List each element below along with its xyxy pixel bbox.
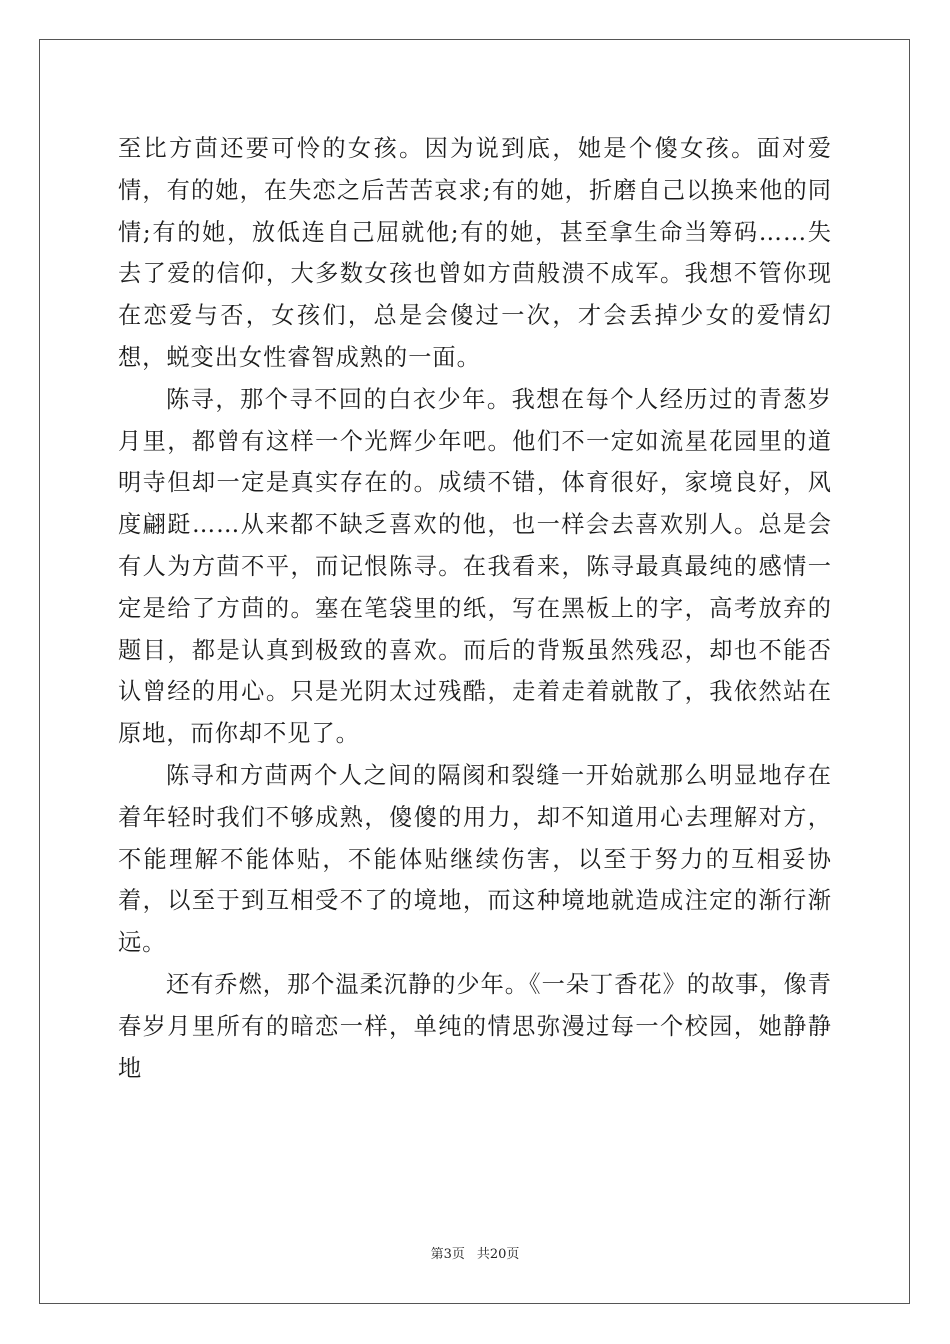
body-text [118,128,832,1089]
paragraph-chen-xun: 陈寻，那个寻不回的白衣少年。我想在每个人经历过的青葱岁月里，都曾有这样一个光辉少年吧。他们不一定如流星花园里的道明寺但却一定是真实存在的。成绩不错，体育很好，家境良好，风度翩跹……从来都不缺乏喜欢的他，也一样会去喜欢别人。总是会有人为方茴不平，而记恨陈寻。在我看来，陈寻最真最纯的感情一定是给了方茴的。塞在笔袋里的纸，写在黑板上的字，高考放弃的题目，都是认真到极致的喜欢。而后的背叛虽然残忍，却也不能否认曾经的用心。只是光阴太过残酷，走着走着就散了，我依然站在原地，而你却不见了。 [118,385,832,748]
paragraph-gap-between: 陈寻和方茴两个人之间的隔阂和裂缝一开始就那么明显地存在着年轻时我们不够成熟，傻傻的用力，却不知道用心去理解对方，不能理解不能体贴，不能体贴继续伤害，以至于努力的互相妥协着，以至于到互相受不了的境地，而这种境地就造成注定的渐行渐远。 [118,761,832,957]
page-footer [0,1245,950,1265]
page-total: 共20页 [476,1247,520,1262]
paragraph-continued: 至比方茴还要可怜的女孩。因为说到底，她是个傻女孩。面对爱情，有的她，在失恋之后苦苦哀求;有的她，折磨自己以换来他的同情;有的她，放低连自己屈就他;有的她，甚至拿生命当筹码……失去了爱的信仰，大多数女孩也曾如方茴般溃不成军。我想不管你现在恋爱与否，女孩们，总是会傻过一次，才会丢掉少女的爱情幻想，蜕变出女性睿智成熟的一面。 [118,135,832,371]
page-number: 第3页 [430,1247,465,1262]
paragraph-qiao-ran: 还有乔燃，那个温柔沉静的少年。《一朵丁香花》的故事，像青春岁月里所有的暗恋一样，单纯的情思弥漫过每一个校园，她静静地 [118,970,832,1082]
